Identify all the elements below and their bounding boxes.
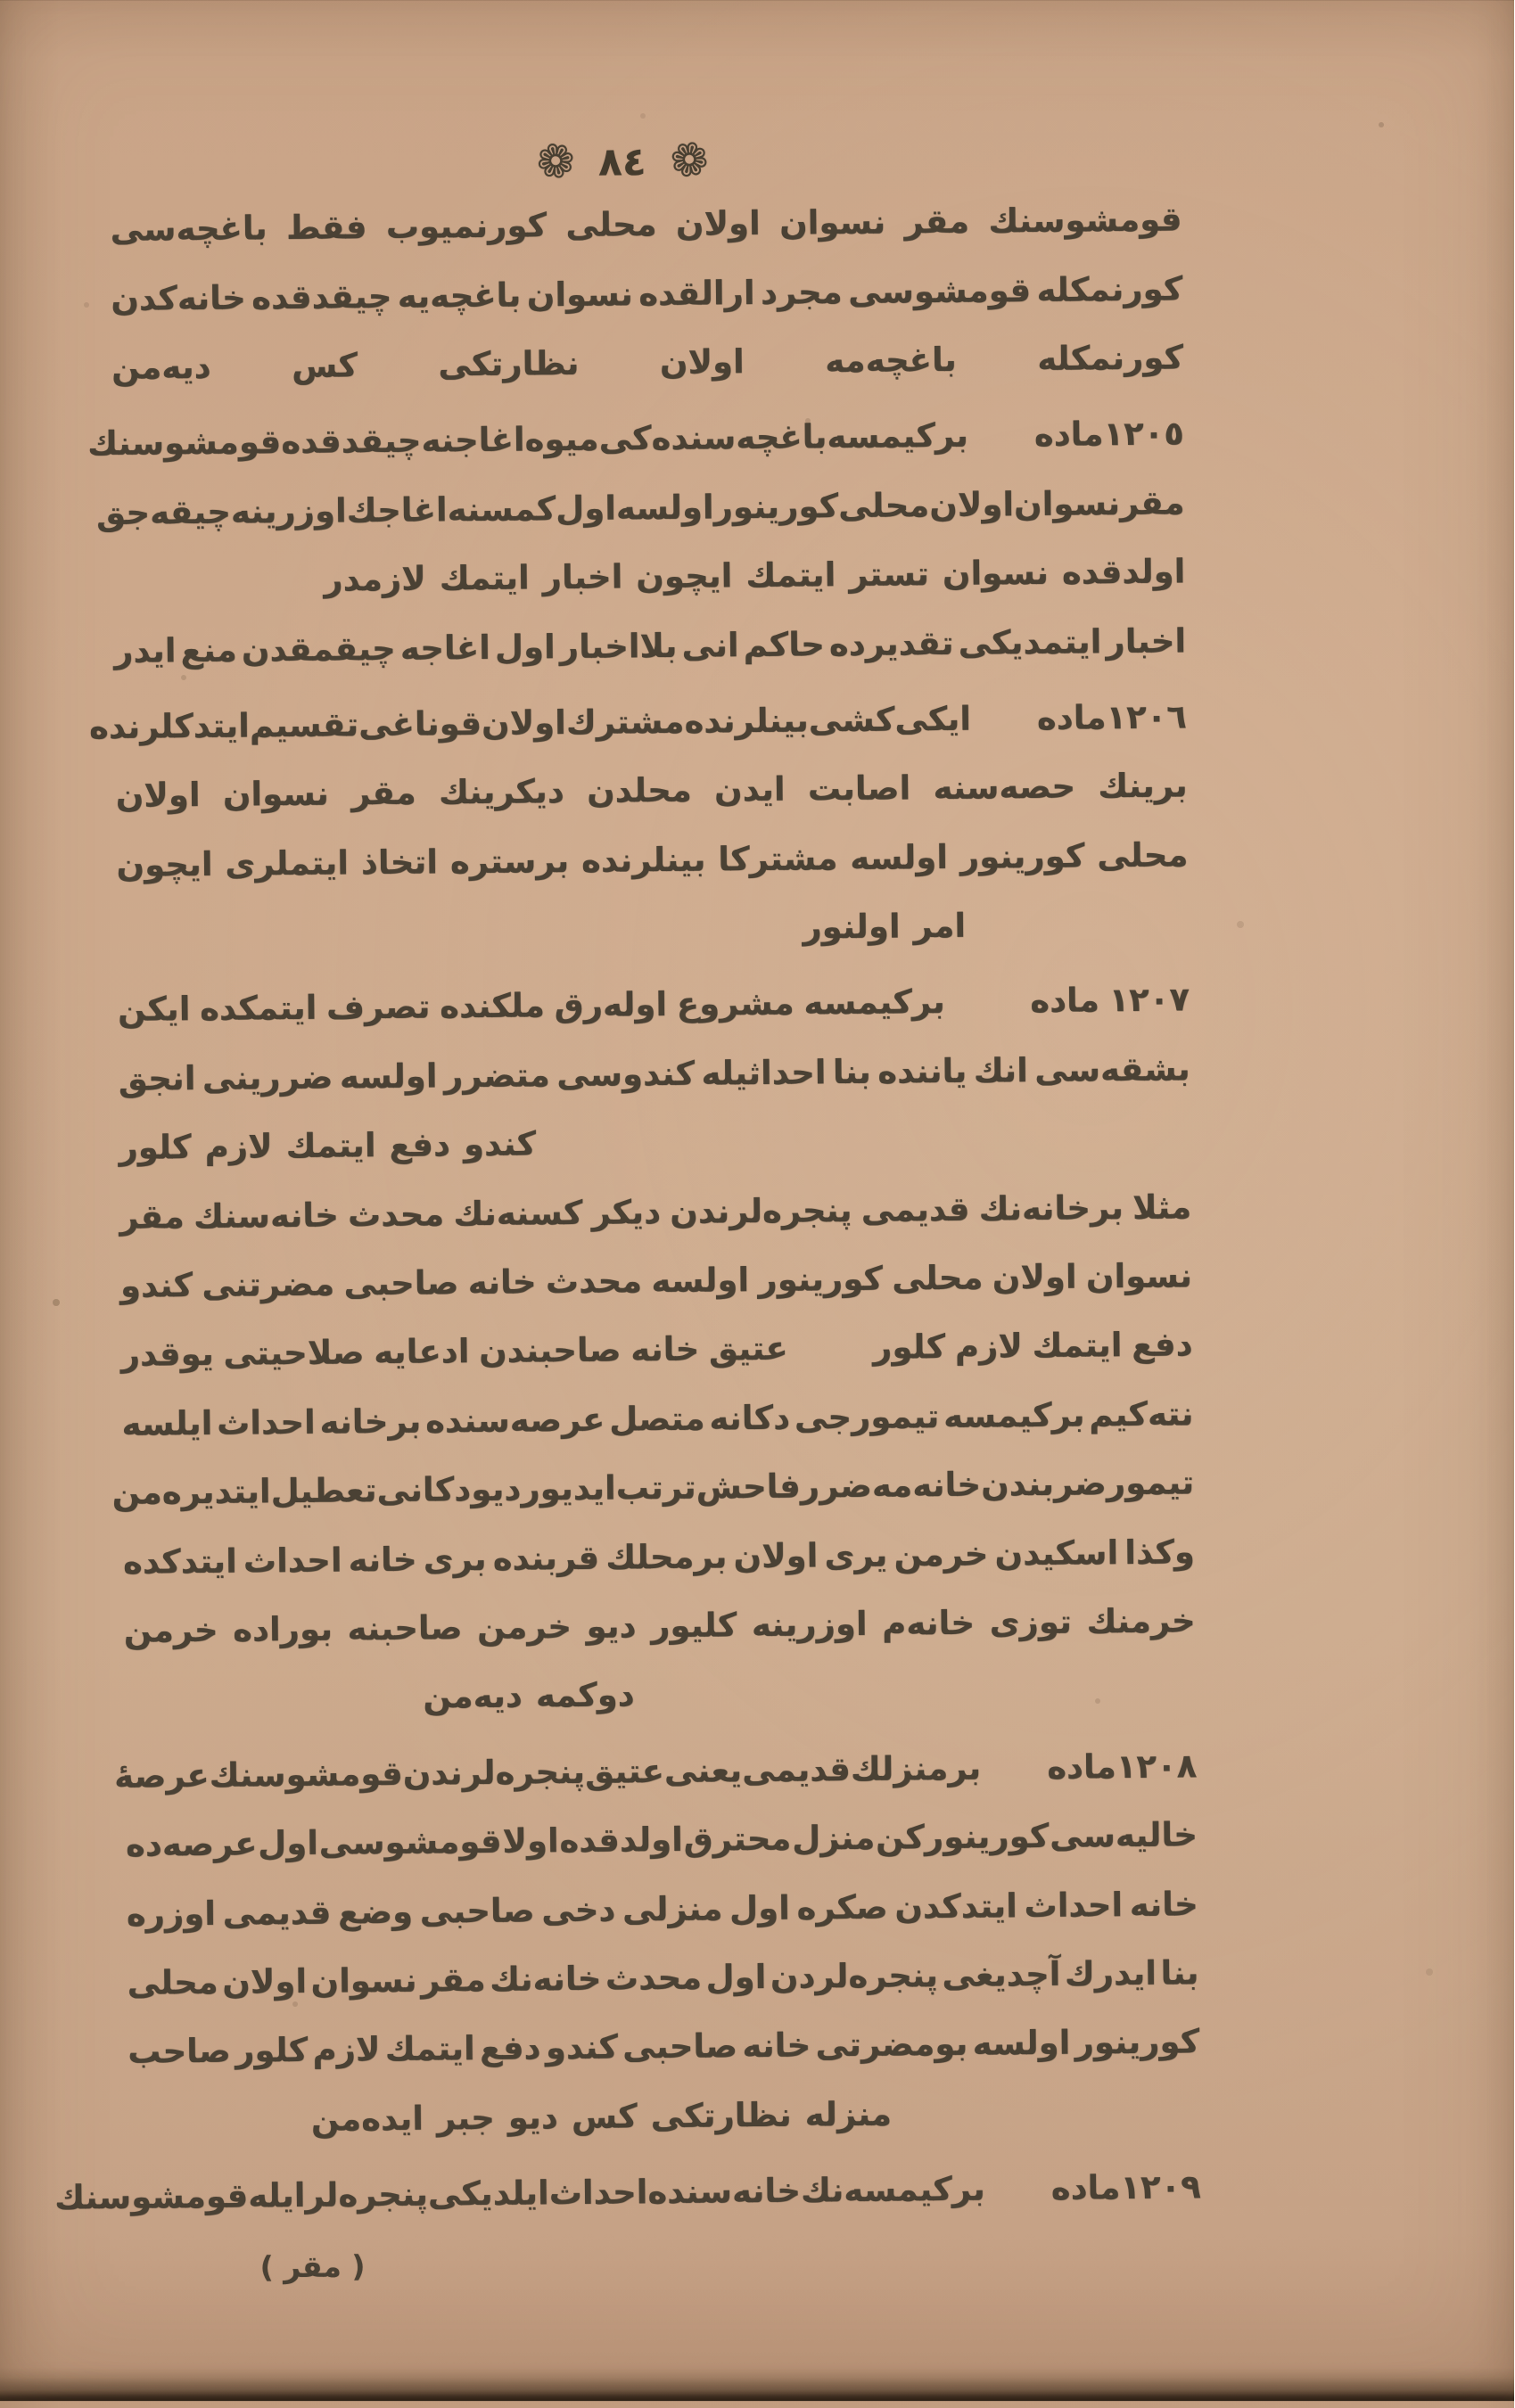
word: ايله (249, 2176, 307, 2215)
word: بنا (833, 1052, 873, 1092)
word: ايتدكلرنده (89, 706, 251, 747)
text-line (119, 1103, 1192, 1182)
word: اولنور (803, 907, 902, 947)
word: توزى (990, 1602, 1074, 1642)
word: تيمور (1107, 1463, 1196, 1503)
word: اولان (992, 1257, 1078, 1297)
text-line (125, 1656, 1198, 1735)
word: تصرف (326, 987, 432, 1028)
word: ضررينى (202, 1057, 334, 1097)
word: صاحبى (344, 1263, 460, 1303)
word: خانه‌سنده (648, 2171, 803, 2212)
word: ايتديره‌من (112, 1472, 272, 1513)
word: برخانه (320, 1401, 423, 1442)
word (798, 1328, 864, 1368)
word: يوقدر (121, 1335, 215, 1375)
floral-ornament-icon: ❁ (664, 130, 715, 192)
word: كمسنه (448, 489, 557, 530)
word: صلاحيتى (224, 1333, 366, 1374)
word: برينك (1099, 766, 1189, 806)
word: قديمى (861, 1189, 971, 1229)
text-line (89, 682, 1189, 761)
word: ترتب (616, 1467, 697, 1508)
word: ديه‌من (424, 1676, 524, 1717)
text-line (121, 1311, 1194, 1390)
word: دخى (542, 1890, 617, 1929)
text-line (124, 1586, 1197, 1665)
word: صاحب (128, 2032, 232, 2072)
text-line (127, 1800, 1199, 1879)
word: محترق (684, 1819, 793, 1860)
word: مثلا (1132, 1187, 1193, 1227)
word: منزل (792, 1818, 877, 1858)
word: كس (292, 346, 359, 385)
word: مقر (351, 773, 417, 813)
word: نظارتكى (651, 2095, 793, 2135)
word: اوزرينه (231, 491, 348, 531)
word: احداث (243, 1541, 343, 1581)
word: ديو (472, 1469, 523, 1509)
word: باغچه‌مه (826, 340, 958, 381)
word: باغچه‌سى (111, 209, 268, 250)
word: چيقدقده (251, 276, 393, 316)
word: ديكر (592, 1192, 663, 1232)
word: مقرنسوان (1014, 483, 1186, 523)
word: اولدقده (560, 1820, 685, 1861)
word: تيمورجى (795, 1396, 941, 1437)
word: ايتمك (1033, 1326, 1124, 1366)
word: اولان (116, 776, 202, 816)
word: اسكيدن (995, 1533, 1120, 1574)
word: منزله (805, 2094, 893, 2134)
word: اصابت (808, 768, 912, 809)
word: عرصهٔ (114, 1755, 210, 1796)
word: نسوان (311, 1960, 418, 2001)
word: ايتمك (746, 555, 837, 596)
word: جبر (437, 2098, 496, 2138)
word: كس (572, 2097, 638, 2136)
floral-ornament-icon: ❁ (531, 131, 582, 193)
word: ارالقده (638, 273, 756, 313)
text-line (112, 323, 1185, 402)
word: ايتمكده (200, 989, 318, 1029)
word: انجق (119, 1058, 197, 1098)
word: اولان (734, 1535, 819, 1575)
word: انك (974, 1050, 1029, 1090)
word: ياننده (878, 1051, 968, 1091)
word: چيقدقده (282, 421, 423, 462)
word: حصه‌سنه (934, 767, 1077, 808)
word: اخبار (543, 557, 624, 597)
text-line (54, 2152, 1202, 2231)
word: كلور (873, 1327, 947, 1368)
word: كندو (120, 1266, 194, 1305)
text-line (129, 2076, 1202, 2156)
word: كندوسى (557, 1054, 696, 1095)
word: بشقه‌سى (1035, 1049, 1191, 1089)
text-line (120, 1172, 1193, 1252)
word: ايچون (637, 556, 734, 596)
word: چيقه‌جق (96, 492, 233, 532)
word: اتخاذ (361, 842, 440, 882)
text-line (116, 751, 1189, 830)
word: نظارتكى (439, 343, 580, 384)
word: مشتركا (719, 838, 839, 879)
word: آچديغى (943, 1954, 1062, 1995)
word: يرى (825, 1535, 889, 1574)
word: خاليه‌سى (1050, 1815, 1199, 1856)
word: ١٢٠٧ (1109, 980, 1191, 1020)
word: بينلرنده (581, 840, 707, 880)
paper-specks (0, 0, 4, 4)
word: احداثيله (702, 1053, 827, 1093)
word: مشروع (677, 984, 795, 1024)
word: اول (556, 489, 618, 528)
word: نته‌كيم (1090, 1394, 1195, 1434)
word: ١٢٠٩ (1121, 2167, 1202, 2207)
scan-bottom-edge (0, 2378, 1515, 2401)
word: صكره (797, 1887, 889, 1927)
word: بركيمسه (943, 1395, 1086, 1435)
word: كندو (546, 2027, 620, 2067)
word: كورنميوب (386, 206, 548, 247)
word: خانه (349, 1540, 418, 1580)
word: قومشوسنك (989, 200, 1183, 241)
word: امر (914, 906, 967, 946)
word: ايتمك (385, 2029, 476, 2069)
word: اغاجه (400, 628, 491, 668)
word: پنجره‌لرندن (403, 1752, 587, 1793)
word (982, 1748, 1048, 1788)
word: مقر (905, 201, 971, 242)
word: ١٢٠٦ (1107, 697, 1189, 737)
word: اول (495, 627, 556, 667)
word: اغاجك (347, 490, 449, 530)
word: ضربندن (981, 1464, 1108, 1504)
word (969, 415, 1035, 455)
word: انى (682, 625, 740, 665)
word: اولسه (616, 488, 715, 528)
word: تستر (850, 555, 931, 595)
word: اولسه (652, 1261, 751, 1301)
text-line (111, 254, 1184, 333)
word: خانه (743, 2026, 812, 2066)
word: محلدن (587, 771, 693, 811)
word: پنجره‌لرندن (671, 1190, 853, 1231)
word: كشى (809, 700, 896, 740)
text-line (115, 606, 1188, 686)
word: اوله‌رق (555, 985, 669, 1025)
word: ايتمك (440, 558, 531, 598)
word (986, 2169, 1052, 2208)
word: اولان (930, 484, 1016, 524)
word: لازم (313, 2030, 382, 2070)
word: تعطيل (271, 1471, 378, 1511)
text-line (112, 1448, 1196, 1527)
body-text-block (54, 185, 1202, 2231)
word: ديو (508, 2097, 560, 2137)
word: پنجره‌لردن (770, 1956, 940, 1996)
word: برمحلك (606, 1536, 729, 1577)
word: بركيمسه (827, 416, 970, 456)
word: كلور (119, 1128, 193, 1168)
word: منزلى (622, 1888, 724, 1929)
word: قومشوسنك (87, 423, 283, 464)
word: اولان (482, 703, 568, 743)
word: بومضرتى (816, 2025, 969, 2065)
word: اوزرينه (752, 1604, 869, 1645)
word: بلااخبار (560, 626, 679, 666)
word: كسنه‌نك (454, 1193, 584, 1233)
word: خانه‌م (882, 1603, 976, 1643)
word: ١٢٠٥ (1104, 414, 1186, 454)
word: قوناغى (358, 703, 483, 744)
word: عرصه‌ده (126, 1824, 259, 1865)
word: قومشوسنك (210, 1754, 404, 1795)
word: چيقمقدن (242, 629, 397, 670)
word: محدث (546, 1262, 644, 1302)
word: ملكنده (440, 986, 547, 1026)
word: كلور (235, 2031, 309, 2071)
word: كورينور (714, 486, 840, 527)
word: مجرد (761, 272, 844, 312)
word: ضرر (801, 1467, 874, 1506)
text-line (114, 1731, 1198, 1811)
word: خانه (468, 1262, 538, 1303)
word: منع (181, 630, 239, 670)
word: محدث (605, 1958, 704, 1998)
text-line (118, 889, 1190, 968)
word: اولا (503, 1821, 560, 1861)
word (955, 982, 1021, 1022)
word: برستره (450, 841, 571, 881)
word: باغچه‌يه (398, 275, 523, 316)
text-line (121, 1241, 1194, 1320)
word: اوزره (127, 1894, 218, 1934)
word: قديمى (742, 1749, 852, 1789)
word: اغاجنه (422, 420, 526, 460)
word: صاحبندن (479, 1330, 622, 1371)
word: دوكمه (536, 1675, 636, 1715)
word: كورنمكله (1037, 268, 1184, 309)
word: بينلرنده (685, 701, 810, 741)
word: اولان (223, 1961, 309, 2001)
word: برى (424, 1539, 488, 1579)
word: ديكرينك (439, 772, 566, 812)
word: ايتدكدن (895, 1886, 1019, 1927)
word: ماده (1051, 2168, 1122, 2208)
word: احداث (549, 2173, 649, 2213)
page-number: ٨٤ (598, 138, 647, 185)
word: ايتدكده (123, 1541, 238, 1582)
word: ايلسه (122, 1403, 214, 1443)
word: محلى (128, 1962, 219, 2002)
word: لازم (955, 1327, 1025, 1367)
word: ايديور (522, 1468, 617, 1508)
word: متضرر (444, 1056, 551, 1096)
word: كورينور (1075, 2022, 1201, 2062)
word: بوراده (233, 1609, 334, 1649)
word: محلى (838, 485, 931, 525)
word: برمنزلك (851, 1748, 983, 1788)
word: خانه‌كدن (111, 278, 247, 318)
word: يعنى (664, 1750, 744, 1790)
word: خانه‌نك (490, 1959, 603, 1999)
word: دفع (480, 2028, 542, 2068)
word: وضع (338, 1892, 415, 1932)
word: باغچه‌سنده‌كى (599, 417, 828, 459)
word: وكذا (1125, 1532, 1197, 1572)
word: ديه‌من (111, 347, 212, 387)
word: احداث (217, 1402, 317, 1442)
word: ماده (1031, 981, 1101, 1021)
word: محلى (1098, 835, 1190, 875)
word: صاحبى (622, 2026, 739, 2067)
word: فقط (286, 208, 368, 248)
word: خرمن (477, 1607, 573, 1648)
word: دكانى (377, 1470, 473, 1510)
word: لازمدر (325, 559, 427, 599)
word: ديو (587, 1607, 638, 1646)
text-line (117, 820, 1190, 900)
word: ايدن (714, 769, 786, 810)
word: پنجره‌لر (306, 2174, 430, 2215)
text-line (114, 537, 1187, 616)
word: برخانه‌نك (979, 1188, 1125, 1229)
word: ايتمديكى (959, 621, 1103, 662)
word: خرمنك (1087, 1601, 1197, 1641)
word: اولسه (340, 1056, 439, 1097)
word: ماده (1034, 415, 1105, 455)
word: خانه (1130, 1884, 1199, 1924)
word: نسوان (1086, 1256, 1194, 1296)
word: نسوان (943, 553, 1050, 594)
word: مقر (421, 1960, 487, 2000)
word: ايده‌من (311, 2099, 425, 2139)
catchword: ( مقر ) (260, 2248, 366, 2285)
text-line (122, 1379, 1195, 1459)
word: ايتمك (286, 1126, 377, 1166)
word: ايچون (117, 844, 214, 884)
text-line (128, 1938, 1200, 2018)
word: لازم (205, 1127, 274, 1167)
word: بركيمسه (804, 982, 947, 1023)
word: ماده (1037, 698, 1107, 737)
word: عتيق (709, 1329, 789, 1368)
text-line (128, 2007, 1201, 2086)
word: كليور (651, 1606, 738, 1646)
word: اول (258, 1823, 320, 1863)
word: خرمن (894, 1534, 990, 1574)
word: قومشوسنك (54, 2176, 250, 2217)
word: محلى (566, 205, 658, 245)
word: قديمى (223, 1893, 333, 1933)
word: اول (729, 1888, 792, 1927)
word: ١٢٠٨ (1116, 1746, 1198, 1786)
word: عرصه‌سنده (425, 1400, 606, 1441)
word: مضرتنى (202, 1264, 336, 1305)
text-line (119, 1034, 1191, 1114)
word: خانه‌سنك (193, 1196, 341, 1236)
text-line (127, 1870, 1199, 1949)
word: دكانه (710, 1398, 792, 1438)
word: نسوان (223, 774, 331, 815)
text-line (111, 185, 1183, 264)
word (972, 699, 1038, 738)
word: خانه (631, 1330, 701, 1369)
word: كورنمكله (1038, 338, 1185, 378)
word: خانه‌مه (872, 1465, 983, 1506)
word: اولان (676, 204, 762, 244)
word: بركيمسه‌نك (801, 2169, 986, 2210)
word: دفع (1132, 1325, 1194, 1365)
word: ايكى (895, 699, 973, 739)
word: اولسه (973, 2024, 1072, 2064)
word: كورينوركن (876, 1817, 1050, 1857)
word: مقر (120, 1196, 185, 1237)
word: محدث (348, 1195, 446, 1235)
word: ميوه (525, 420, 600, 459)
word: قربنده (493, 1538, 601, 1578)
word: محلى (893, 1258, 984, 1298)
text-line (96, 468, 1186, 547)
word: تقسيم (250, 705, 360, 745)
word: صاحبنه (348, 1608, 464, 1648)
word: اولدقده (1062, 552, 1187, 592)
word: اولان (660, 342, 745, 382)
word: عتيق (585, 1751, 666, 1791)
word: صاحبى (420, 1890, 536, 1931)
word: فاحش (696, 1467, 802, 1507)
word: ماده (1047, 1746, 1118, 1787)
word: قومشوسى (848, 270, 1033, 311)
word: كورينور (759, 1259, 885, 1300)
word: اول (706, 1957, 768, 1997)
word: مشترك (566, 702, 686, 742)
word: نسوان (779, 202, 887, 242)
word: نسوان (527, 274, 634, 315)
word: متصل (609, 1399, 706, 1439)
word: ايلديكى (428, 2174, 550, 2214)
word: اخبار (1107, 620, 1188, 661)
word: حاكم (744, 624, 826, 664)
word: ايدر (114, 630, 177, 670)
word: كندو (464, 1124, 538, 1164)
word: احداث (1025, 1885, 1124, 1925)
word: ايكن (118, 990, 192, 1030)
text-line (119, 966, 1191, 1045)
word: ايتملرى (226, 843, 350, 883)
word: بنا (1161, 1953, 1200, 1993)
word: اولسه (851, 837, 950, 877)
word: خرمن (124, 1610, 219, 1650)
word: قومشوسى (319, 1821, 503, 1862)
word: كورينور (960, 836, 1086, 876)
word: ادعايه (375, 1332, 471, 1372)
word: دفع (390, 1125, 452, 1165)
text-line (87, 399, 1186, 479)
word: ايدرك (1065, 1953, 1158, 1993)
text-line (124, 1517, 1197, 1597)
word: تقديرده (829, 623, 955, 663)
